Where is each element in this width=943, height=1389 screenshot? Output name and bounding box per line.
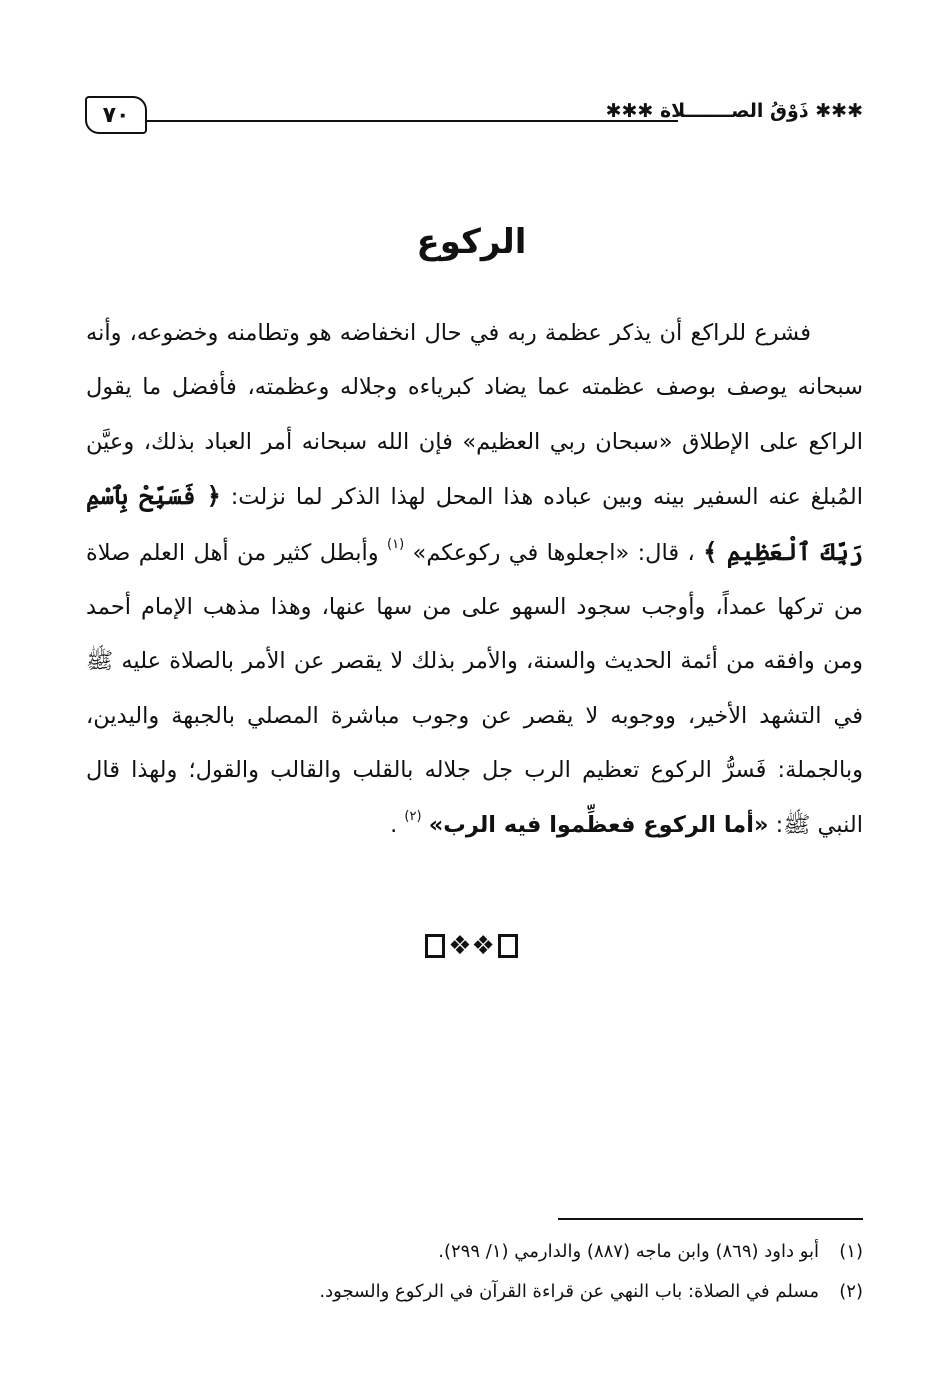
- footnote-text: مسلم في الصلاة: باب النهي عن قراءة القرآن في الركوع والسجود.: [319, 1281, 819, 1302]
- footnote-item: [86, 1272, 863, 1312]
- footnote-separator: [558, 1218, 863, 1220]
- stars-ornament-icon: ✱✱✱: [815, 100, 863, 122]
- footnote-marker-2[interactable]: (٢): [404, 808, 422, 824]
- footnote-number: (١): [839, 1241, 863, 1262]
- footnote-marker-1[interactable]: (١): [387, 536, 405, 552]
- header-rule: [147, 120, 678, 122]
- footnote-item: [86, 1232, 863, 1272]
- square-ornament-icon: [425, 934, 445, 958]
- footnote-number: (٢): [839, 1281, 863, 1302]
- running-title-group: [606, 100, 863, 122]
- quran-verse: ﴿ فَسَبِّحْ بِٱسْمِ رَبِّكَ ٱلْعَظِيمِ ﴾: [86, 481, 864, 566]
- footnote-text: أبو داود (٨٦٩) وابن ماجه (٨٨٧) والدارمي (١/ ٢٩٩).: [438, 1241, 819, 1262]
- square-ornament-icon: [498, 934, 518, 958]
- paragraph-text-part-3: وأبطل كثير من أهل العلم صلاة من تركها عمداً، وأوجب سجود السهو على من سها عنها، وهذا مذهب الإمام أحمد ومن وافقه من أئمة الحديث والسنة، والأمر بذلك لا يقصر عن الأمر بالصلاة عليه ﷺ في التشهد الأخير، ووجوبه لا يقصر عن وجوب مباشرة المصلي بالجبهة واليدين، وبالجملة: فَسرُّ الركوع تعظيم الرب جل جلاله بالقلب والقالب والقول؛ ولهذا قال النبي ﷺ:: [86, 539, 863, 838]
- hadith-quote: «أما الركوع فعظِّموا فيه الرب»: [428, 811, 769, 838]
- paragraph: [86, 306, 863, 852]
- paragraph-end: .: [390, 811, 398, 838]
- paragraph-text-part-1: فشرع للراكع أن يذكر عظمة ربه في حال انخفاضه هو وتطامنه وخضوعه، وأنه سبحانه يوصف بوصف عظمته عما يضاد كبرياءه وجلاله وعظمته، فأفضل ما يقول الراكع على الإطلاق «سبحان ربي العظيم» فإن الله سبحانه أمر العباد بذلك، وعيَّن المُبلغ عنه السفير بينه وبين عباده هذا المحل لهذا الذكر لما نزلت:: [86, 320, 864, 511]
- stars-ornament-icon: ✱✱✱: [605, 100, 654, 122]
- page-number: ٧٠: [85, 96, 147, 134]
- chapter-title: الركوع: [416, 222, 527, 262]
- running-title: ذَوْقُ الصـــــــلاة: [659, 100, 809, 122]
- diamond-ornament-icon: ❖❖: [448, 931, 495, 961]
- paragraph-text-part-2: ، قال: «اجعلوها في ركوعكم»: [412, 539, 695, 566]
- footnotes: [86, 1232, 863, 1312]
- running-header: [85, 96, 863, 140]
- body-text: [86, 306, 863, 852]
- section-ornament: [0, 928, 943, 963]
